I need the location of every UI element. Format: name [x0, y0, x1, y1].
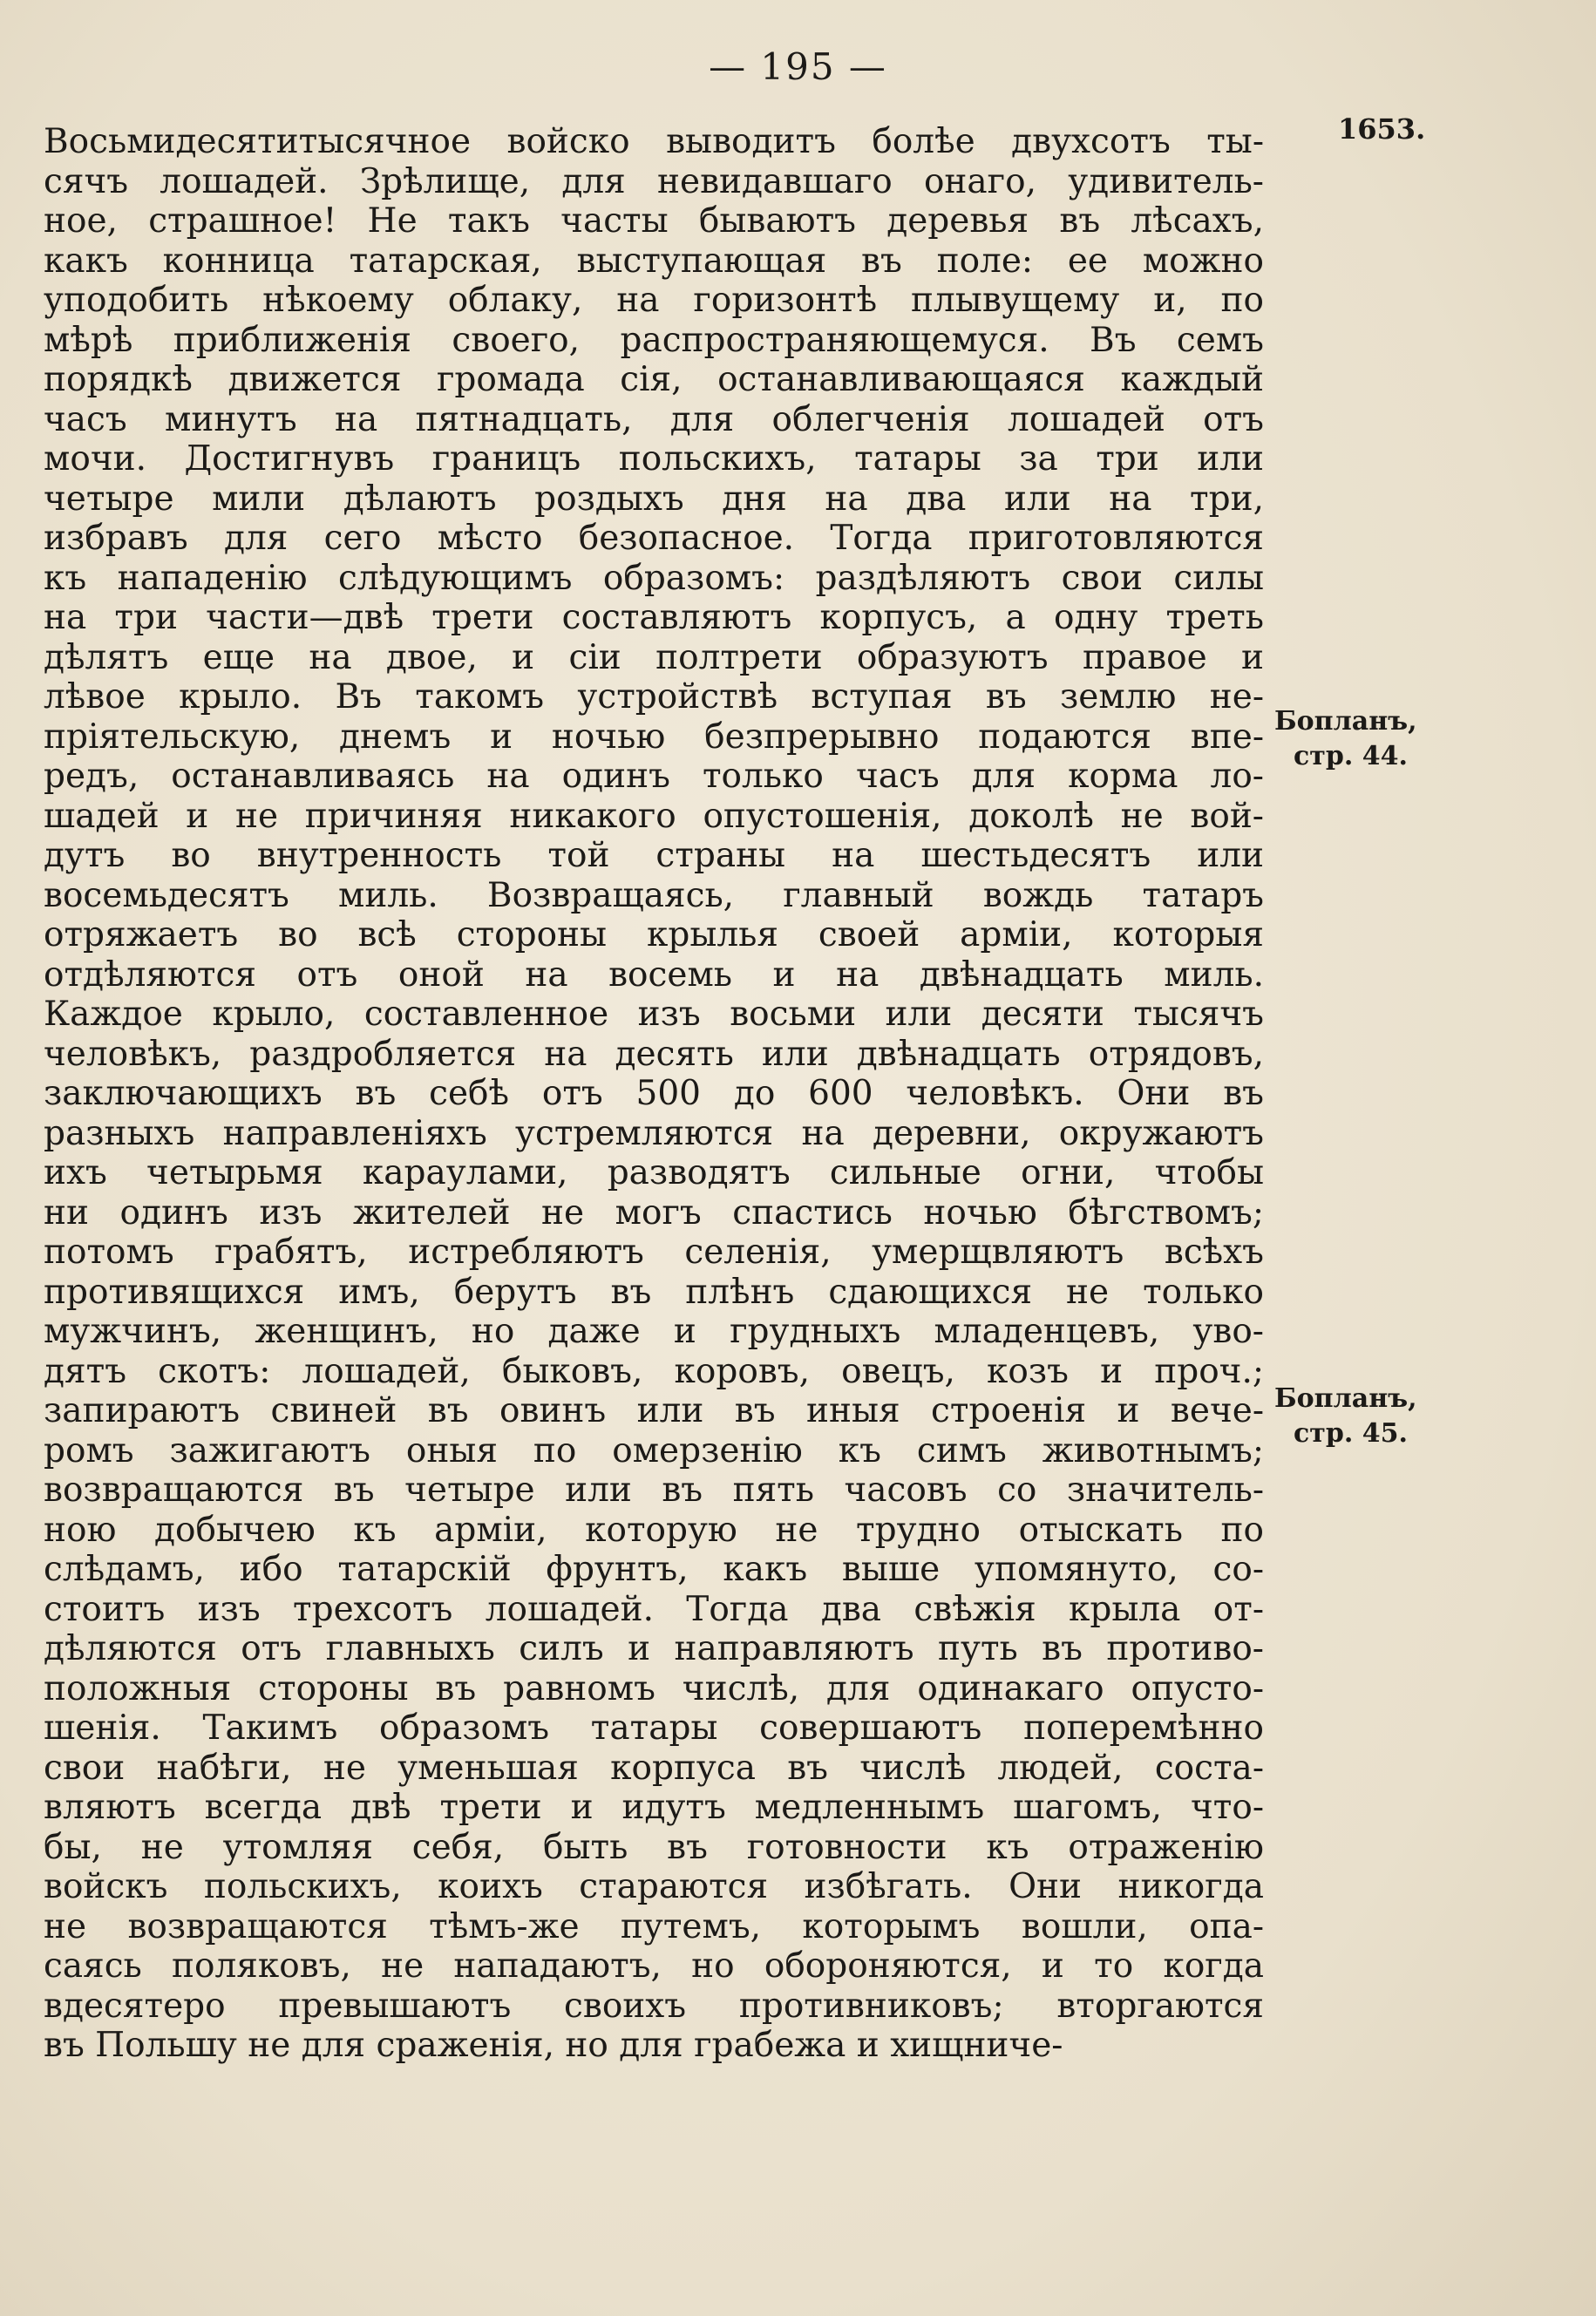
- text-line: разныхъ направленіяхъ устремляются на деревни, окружаютъ: [44, 1113, 1264, 1153]
- text-line: лѣвое крыло. Въ такомъ устройствѣ вступая въ землю не-: [44, 677, 1264, 717]
- text-line: къ нападенію слѣдующимъ образомъ: раздѣляютъ свои силы: [44, 558, 1264, 598]
- text-line: дѣляются отъ главныхъ силъ и направляютъ путь въ противо-: [44, 1629, 1264, 1668]
- text-line: противящихся имъ, берутъ въ плѣнъ сдающихся не только: [44, 1272, 1264, 1312]
- text-line: вдесятеро превышаютъ своихъ противниковъ; вторгаются: [44, 1986, 1264, 2026]
- text-line: мѣрѣ приближенія своего, распространяющемуся. Въ семъ: [44, 320, 1264, 360]
- text-line: ихъ четырьмя караулами, разводятъ сильные огни, чтобы: [44, 1153, 1264, 1192]
- text-line: ромъ зажигаютъ оныя по омерзенію къ симъ животнымъ;: [44, 1430, 1264, 1470]
- text-line: войскъ польскихъ, коихъ стараются избѣгать. Они никогда: [44, 1867, 1264, 1906]
- margin-reference-2-author: Бопланъ,: [1274, 1383, 1417, 1414]
- text-line: заключающихъ въ себѣ отъ 500 до 600 человѣкъ. Они въ: [44, 1074, 1264, 1113]
- text-line: отряжаетъ во всѣ стороны крылья своей арміи, которыя: [44, 915, 1264, 954]
- margin-reference-1-page: стр. 44.: [1294, 741, 1408, 771]
- text-line: шадей и не причиняя никакого опустошенія, доколѣ не вой-: [44, 796, 1264, 836]
- text-line: порядкѣ движется громада сія, останавливающаяся каждый: [44, 360, 1264, 399]
- text-line: ною добычею къ арміи, которую не трудно отыскать по: [44, 1510, 1264, 1550]
- text-line: мужчинъ, женщинъ, но даже и грудныхъ младенцевъ, уво-: [44, 1312, 1264, 1351]
- margin-reference-2: [1274, 1382, 1417, 1451]
- text-line: Восьмидесятитысячное войско выводитъ болѣе двухсотъ ты-: [44, 122, 1264, 161]
- text-line: потомъ грабятъ, истребляютъ селенія, умерщвляютъ всѣхъ: [44, 1233, 1264, 1272]
- text-line: вляютъ всегда двѣ трети и идутъ медленнымъ шагомъ, что-: [44, 1788, 1264, 1827]
- text-line: сячъ лошадей. Зрѣлище, для невидавшаго онаго, удивитель-: [44, 161, 1264, 201]
- text-line: дятъ скотъ: лошадей, быковъ, коровъ, овецъ, козъ и проч.;: [44, 1351, 1264, 1391]
- text-line: дѣлятъ еще на двое, и сіи полтрети образуютъ правое и: [44, 637, 1264, 677]
- main-text: [44, 122, 1264, 2066]
- text-line: отдѣляются отъ оной на восемь и на двѣнадцать миль.: [44, 954, 1264, 995]
- text-line: ни одинъ изъ жителей не могъ спастись ночью бѣгствомъ;: [44, 1192, 1264, 1233]
- text-line: пріятельскую, днемъ и ночью безпрерывно подаются впе-: [44, 717, 1264, 757]
- text-line: избравъ для сего мѣсто безопасное. Тогда приготовляются: [44, 519, 1264, 558]
- text-line: стоитъ изъ трехсотъ лошадей. Тогда два свѣжія крыла от-: [44, 1589, 1264, 1629]
- text-line: восемьдесятъ миль. Возвращаясь, главный вождь татаръ: [44, 875, 1264, 915]
- text-line: саясь поляковъ, не нападаютъ, но обороняются, и то когда: [44, 1946, 1264, 1986]
- text-line: положныя стороны въ равномъ числѣ, для одинакаго опусто-: [44, 1668, 1264, 1708]
- text-line: не возвращаются тѣмъ-же путемъ, которымъ вошли, опа-: [44, 1906, 1264, 1946]
- margin-reference-1-author: Бопланъ,: [1274, 706, 1417, 737]
- text-line: уподобить нѣкоему облаку, на горизонтѣ плывущему и, по: [44, 281, 1264, 320]
- text-line: возвращаются въ четыре или въ пять часовъ со значитель-: [44, 1470, 1264, 1510]
- margin-year: 1653.: [1338, 112, 1426, 146]
- text-line: Каждое крыло, составленное изъ восьми или десяти тысячъ: [44, 995, 1264, 1034]
- text-line: шенія. Такимъ образомъ татары совершаютъ поперемѣнно: [44, 1708, 1264, 1748]
- text-line: свои набѣги, не уменьшая корпуса въ числѣ людей, соста-: [44, 1748, 1264, 1788]
- text-line: ное, страшное! Не такъ часты бываютъ деревья въ лѣсахъ,: [44, 201, 1264, 241]
- page-number: — 195 —: [709, 45, 887, 88]
- margin-reference-1: [1274, 704, 1417, 774]
- text-line: человѣкъ, раздробляется на десять или двѣнадцать отрядовъ,: [44, 1034, 1264, 1074]
- text-line: четыре мили дѣлаютъ роздыхъ дня на два или на три,: [44, 479, 1264, 519]
- text-line: бы, не утомляя себя, быть въ готовности къ отраженію: [44, 1827, 1264, 1867]
- text-line: какъ конница татарская, выступающая въ поле: ее можно: [44, 241, 1264, 281]
- text-line: редъ, останавливаясь на одинъ только часъ для корма ло-: [44, 757, 1264, 796]
- text-line: въ Польшу не для сраженія, но для грабежа и хищниче-: [44, 2026, 1063, 2065]
- text-line: запираютъ свиней въ овинъ или въ иныя строенія и вече-: [44, 1391, 1264, 1430]
- text-line: дутъ во внутренность той страны на шестьдесятъ или: [44, 836, 1264, 875]
- text-line: часъ минутъ на пятнадцать, для облегченія лошадей отъ: [44, 399, 1264, 439]
- text-line: мочи. Достигнувъ границъ польскихъ, татары за три или: [44, 439, 1264, 479]
- text-line: на три части—двѣ трети составляютъ корпусъ, а одну треть: [44, 598, 1264, 637]
- margin-reference-2-page: стр. 45.: [1294, 1418, 1408, 1449]
- text-line: слѣдамъ, ибо татарскій фрунтъ, какъ выше упомянуто, со-: [44, 1550, 1264, 1589]
